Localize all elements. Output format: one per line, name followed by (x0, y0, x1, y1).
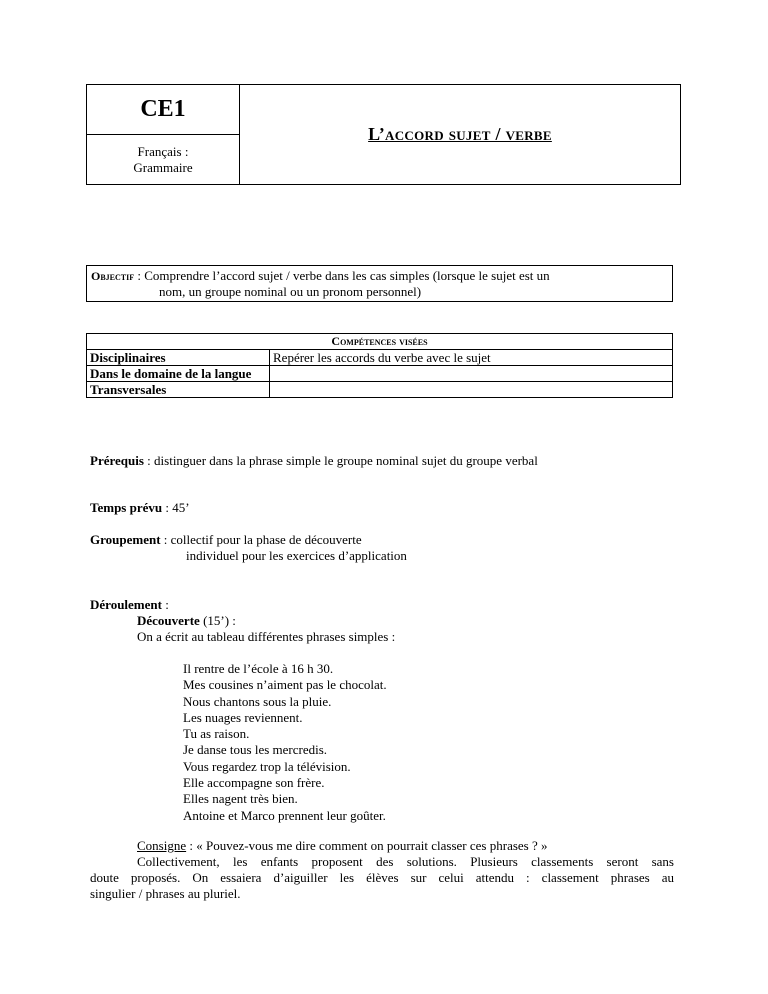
level-label: CE1 (87, 85, 239, 135)
list-item: Nous chantons sous la pluie. (183, 693, 332, 709)
temps-label: Temps prévu (90, 500, 163, 515)
subject-line-1: Français : (137, 143, 189, 159)
header-box (86, 84, 681, 185)
decouverte-label: Découverte (137, 613, 200, 628)
row-value: Repérer les accords du verbe avec le sujet (270, 350, 673, 366)
paragraph-line-2: doute proposés. On essaiera d’aiguiller les élèves sur celui attendu : classement phrases au (90, 870, 674, 885)
list-item: Mes cousines n’aiment pas le chocolat. (183, 677, 387, 693)
consigne-label: Consigne (137, 838, 187, 853)
temps-line (90, 500, 190, 516)
consigne-line (137, 838, 548, 854)
groupement-text-1: : collectif pour la phase de découverte (160, 532, 362, 547)
list-item: Elle accompagne son frère. (183, 775, 325, 791)
list-item: Il rentre de l’école à 16 h 30. (183, 661, 334, 676)
row-label: Dans le domaine de la langue (87, 366, 270, 382)
objective-separator: : (134, 268, 145, 283)
paragraph-line-3: singulier / phrases au pluriel. (90, 886, 241, 901)
consigne-text: : « Pouvez-vous me dire comment on pourrait classer ces phrases ? » (186, 838, 548, 853)
objective-label: Objectif (91, 269, 135, 283)
objective-box (86, 265, 673, 302)
groupement-label: Groupement (90, 532, 161, 547)
table-row (87, 382, 673, 398)
decouverte-time: (15’) : (199, 613, 236, 628)
list-item: Antoine et Marco prennent leur goûter. (183, 807, 386, 823)
list-item: Elles nagent très bien. (183, 791, 298, 807)
lesson-title: L’accord sujet / verbe (368, 124, 552, 144)
decouverte-line (137, 613, 236, 629)
list-item: Vous regardez trop la télévision. (183, 758, 351, 774)
objective-line-2: nom, un groupe nominal ou un pronom personnel) (159, 284, 422, 299)
paragraph-line-1: Collectivement, les enfants proposent des solutions. Plusieurs classements seront sans (137, 854, 674, 869)
prerequis-label: Prérequis (90, 453, 144, 468)
decouverte-intro: On a écrit au tableau différentes phrases simples : (137, 629, 396, 644)
objective-line-1: Comprendre l’accord sujet / verbe dans les cas simples (lorsque le sujet est un (144, 268, 550, 283)
row-value (270, 382, 673, 398)
temps-text: : 45’ (162, 500, 190, 515)
header-left-cell (87, 85, 240, 184)
deroulement-label: Déroulement (90, 597, 162, 612)
list-item: Tu as raison. (183, 726, 250, 742)
competences-header: Compétences visées (87, 334, 673, 350)
row-label: Disciplinaires (87, 350, 270, 366)
list-item: Je danse tous les mercredis. (183, 742, 328, 758)
table-row (87, 350, 673, 366)
row-value (270, 366, 673, 382)
list-item: Les nuages reviennent. (183, 709, 303, 725)
prerequis-text: : distinguer dans la phrase simple le groupe nominal sujet du groupe verbal (143, 453, 538, 468)
row-label: Transversales (87, 382, 270, 398)
subject-line-2: Grammaire (133, 159, 193, 175)
deroulement-line (90, 597, 169, 613)
sentence-list (183, 661, 387, 824)
groupement-line-1 (90, 532, 362, 548)
groupement-line-2: individuel pour les exercices d’application (186, 548, 407, 563)
competences-table (86, 333, 673, 398)
prerequis-line (90, 453, 538, 469)
subject-label (87, 135, 239, 184)
table-row (87, 366, 673, 382)
deroulement-sep: : (161, 597, 169, 612)
